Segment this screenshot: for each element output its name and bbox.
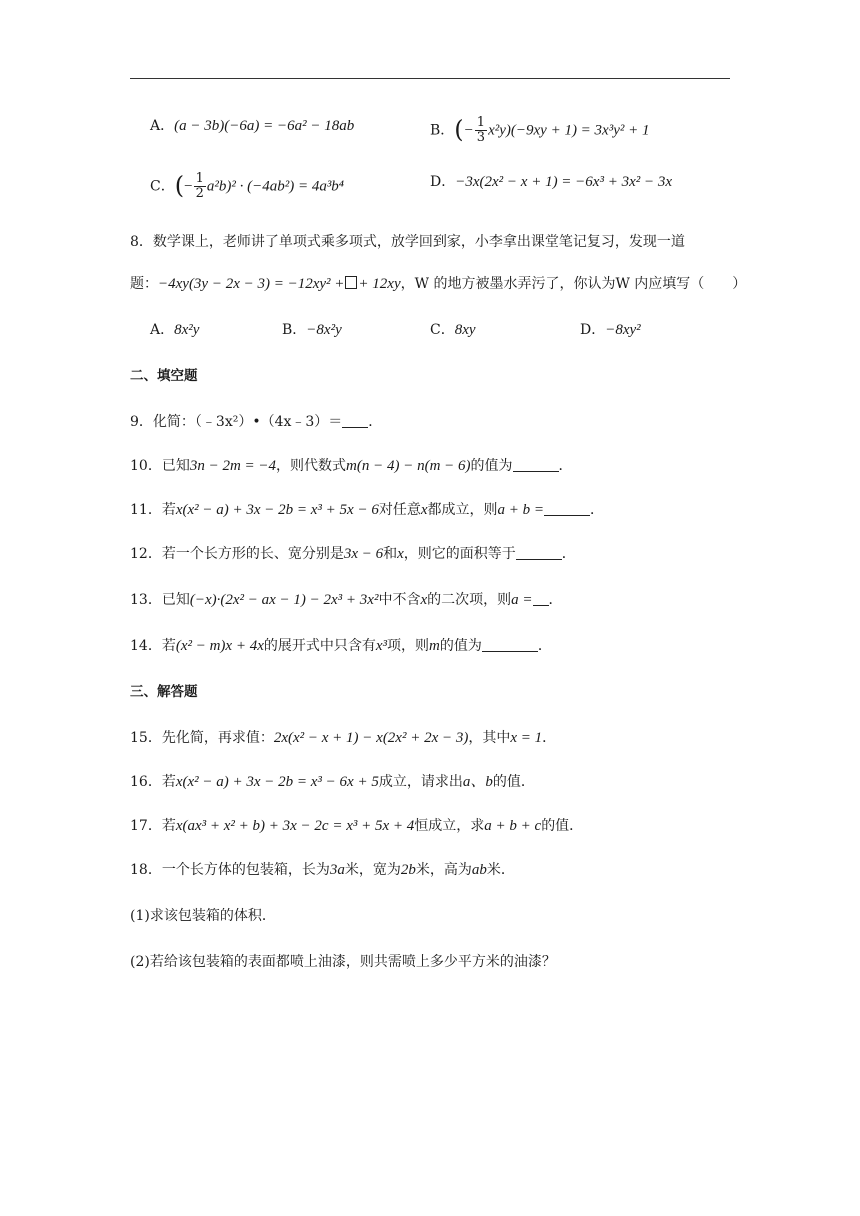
question-expression: −4xy(3y − 2x − 3) = −12xy² + xyxy=(158,276,345,292)
question-text: ，则它的面积等于 xyxy=(403,546,516,562)
fraction xyxy=(475,116,487,145)
q11 xyxy=(130,500,604,520)
question-number: 8． xyxy=(130,234,153,250)
q8-text-line2 xyxy=(130,274,746,294)
question-text: 都成立，则 xyxy=(427,502,498,518)
question-end: ． xyxy=(537,638,552,654)
question-text: 的二次项，则 xyxy=(427,592,512,608)
option-value: −8x²y xyxy=(306,322,342,338)
question-expression: 3n − 2m = −4 xyxy=(189,458,277,474)
q16 xyxy=(130,772,535,792)
question-text: 恒成立，求 xyxy=(414,818,485,834)
question-end: ． xyxy=(561,546,576,562)
question-variable: x xyxy=(420,592,428,608)
question-text: 的值为 xyxy=(439,638,482,654)
question-end: ． xyxy=(368,414,383,430)
question-text: 的值． xyxy=(541,818,584,834)
answer-blank[interactable] xyxy=(533,591,549,606)
question-variable: x xyxy=(397,546,404,562)
q17 xyxy=(130,816,583,836)
q8-text-line1 xyxy=(130,232,685,252)
fraction xyxy=(194,172,206,201)
question-text: 的展开式中只含有 xyxy=(263,638,376,654)
question-text: 15．先化简，再求值： xyxy=(130,730,274,746)
question-expression: x(ax³ + x² + b) + 3x − 2c = x³ + 5x + 4 xyxy=(175,818,415,834)
fraction-denominator: 3 xyxy=(476,130,486,145)
section-heading-fill-in: 二、填空题 xyxy=(130,368,198,384)
option-label: A． xyxy=(150,322,175,338)
question-text: 18．一个长方体的包装箱，长为 xyxy=(130,862,330,878)
option-label: D． xyxy=(580,322,606,338)
option-expression: −3x(2x² − x + 1) = −6x³ + 3x² − 3x xyxy=(455,174,673,190)
question-expression: (x² − m)x + 4x xyxy=(175,638,264,654)
blank-box-icon xyxy=(345,276,357,289)
fraction-denominator: 2 xyxy=(195,186,204,201)
option-value: 8xy xyxy=(454,322,476,338)
question-expression: a + b = xyxy=(497,502,545,518)
q7-option-a[interactable] xyxy=(150,116,354,136)
q14 xyxy=(130,636,552,656)
question-text: 9．化简：（﹣3x²）•（4x﹣3）＝ xyxy=(130,414,343,430)
question-expression: 3a xyxy=(329,862,345,878)
sign: − xyxy=(463,122,474,139)
question-text: 对任意 xyxy=(378,502,421,518)
question-text: 米． xyxy=(486,862,515,878)
option-expression: (a − 3b)(−6a) = −6a² − 18ab xyxy=(174,118,355,134)
question-text: ，W 的地方被墨水弄污了，你认为W 内应填写（ ） xyxy=(400,276,747,292)
option-label: A． xyxy=(150,118,175,134)
option-label: C． xyxy=(430,322,455,338)
question-text: 11．若 xyxy=(130,502,176,518)
question-expression: a = xyxy=(511,592,533,608)
answer-blank[interactable] xyxy=(516,545,562,560)
question-text: 的值． xyxy=(492,774,535,790)
question-text: 题： xyxy=(130,276,158,292)
fraction-numerator: 1 xyxy=(195,171,204,186)
question-expression: + 12xy xyxy=(358,276,401,292)
question-expression: x = 1 xyxy=(510,730,543,746)
question-end: ． xyxy=(558,458,573,474)
q18-subquestion-2: (2)若给该包装箱的表面都喷上油漆，则共需喷上多少平方米的油漆？ xyxy=(130,954,556,970)
answer-blank[interactable] xyxy=(342,413,368,428)
question-text: 的值为 xyxy=(470,458,513,474)
question-text: 米，高为 xyxy=(415,862,472,878)
q7-option-b[interactable] xyxy=(430,116,650,145)
paren-open: ( xyxy=(454,115,464,144)
question-expression: 2x(x² − x + 1) − x(2x² + 2x − 3) xyxy=(273,730,469,746)
q7-option-c[interactable] xyxy=(150,172,344,201)
question-text: 12．若一个长方形的长、宽分别是 xyxy=(130,546,344,562)
question-text: 米，宽为 xyxy=(344,862,401,878)
question-expression: (−x)·(2x² − ax − 1) − 2x³ + 3x² xyxy=(189,592,379,608)
q18-subquestion-1: (1)求该包装箱的体积． xyxy=(130,908,276,924)
fraction-numerator: 1 xyxy=(476,115,486,130)
q12 xyxy=(130,544,576,564)
answer-blank[interactable] xyxy=(513,457,559,472)
question-end: ． xyxy=(590,502,605,518)
q9 xyxy=(130,412,382,432)
header-rule xyxy=(130,78,730,79)
option-label: B． xyxy=(282,322,307,338)
question-text: ，其中 xyxy=(468,730,511,746)
q8-option-d[interactable] xyxy=(580,320,641,340)
question-text: 14．若 xyxy=(130,638,176,654)
option-expression: x²y)(−9xy + 1) = 3x³y² + 1 xyxy=(488,122,650,139)
section-heading-solve: 三、解答题 xyxy=(130,684,198,700)
question-text: 数学课上，老师讲了单项式乘多项式，放学回到家，小李拿出课堂笔记复习，发现一道 xyxy=(152,234,685,250)
answer-blank[interactable] xyxy=(482,637,538,652)
q13 xyxy=(130,590,563,610)
question-term: x³ xyxy=(375,638,388,654)
q8-option-a[interactable] xyxy=(150,320,199,340)
question-expression: ab xyxy=(471,862,487,878)
question-text: 17．若 xyxy=(130,818,176,834)
option-value: 8x²y xyxy=(174,322,200,338)
question-expression: m(n − 4) − n(m − 6) xyxy=(346,458,471,474)
q8-option-b[interactable] xyxy=(282,320,342,340)
paren-open: ( xyxy=(174,171,185,200)
question-text: 13．已知 xyxy=(130,592,190,608)
q10 xyxy=(130,456,573,476)
q8-option-c[interactable] xyxy=(430,320,476,340)
option-value: −8xy² xyxy=(605,322,641,338)
q15 xyxy=(130,728,556,748)
question-expression: a + b + c xyxy=(484,818,542,834)
q7-option-d[interactable] xyxy=(430,172,672,192)
question-text: 10．已知 xyxy=(130,458,190,474)
question-variables: a、b xyxy=(462,774,493,790)
option-label: C． xyxy=(150,178,175,195)
sign: − xyxy=(184,178,193,195)
q18 xyxy=(130,860,515,880)
question-text: 成立，请求出 xyxy=(378,774,463,790)
option-label: B． xyxy=(430,122,455,139)
question-text: 项，则 xyxy=(387,638,430,654)
question-expression: x(x² − a) + 3x − 2b = x³ − 6x + 5 xyxy=(175,774,379,790)
question-text: 16．若 xyxy=(130,774,176,790)
question-end: ． xyxy=(542,730,557,746)
option-label: D． xyxy=(430,174,456,190)
question-text: 和 xyxy=(383,546,398,562)
question-end: ． xyxy=(548,592,563,608)
question-expression: x(x² − a) + 3x − 2b = x³ + 5x − 6 xyxy=(175,502,379,518)
option-expression: a²b)² · (−4ab²) = 4a³b⁴ xyxy=(206,178,345,195)
question-expression: 2b xyxy=(400,862,416,878)
question-text: ，则代数式 xyxy=(276,458,347,474)
question-variable: m xyxy=(429,638,440,654)
question-text: 中不含 xyxy=(378,592,421,608)
question-variable: x xyxy=(420,502,428,518)
question-expression: 3x − 6 xyxy=(343,546,384,562)
answer-blank[interactable] xyxy=(544,501,590,516)
